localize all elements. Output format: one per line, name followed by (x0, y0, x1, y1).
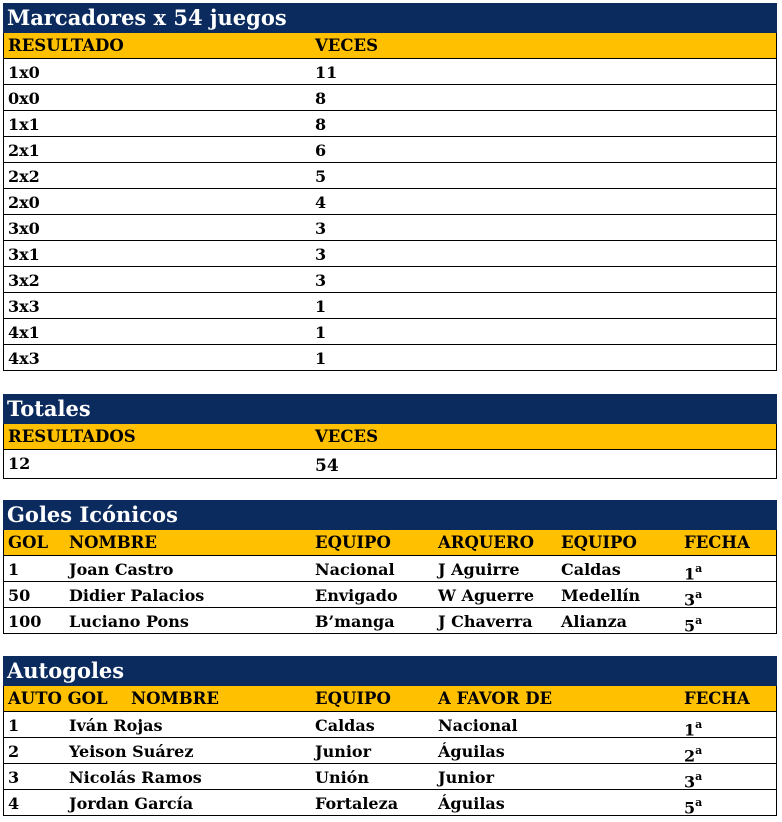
table-row (3, 345, 777, 371)
table-row (3, 556, 777, 582)
table-row (3, 241, 777, 267)
autogoles-title: Autogoles (3, 656, 777, 686)
equipo-cell: Junior (315, 742, 372, 761)
table-row (3, 137, 777, 163)
fecha-cell-ordinal: a (695, 770, 703, 783)
header-arquero: ARQUERO (438, 533, 534, 552)
header-a-favor-de: A FAVOR DE (438, 689, 553, 708)
arquero-cell: J Chaverra (438, 612, 533, 631)
arquero-cell: W Aguerre (438, 586, 534, 605)
fecha-cell-number: 1 (684, 564, 696, 584)
table-row (3, 712, 777, 738)
veces-cell: 4 (315, 193, 327, 212)
gol-cell: 1 (8, 560, 20, 579)
header-veces: VECES (315, 36, 379, 55)
resultado-cell: 0x0 (8, 89, 40, 108)
goles-header-row (3, 530, 777, 556)
autogoles-table (3, 656, 777, 816)
header-veces: VECES (315, 427, 379, 446)
fecha-cell-ordinal: a (695, 562, 703, 575)
totales-title: Totales (3, 394, 777, 424)
veces-cell: 1 (315, 349, 327, 368)
totales-row (3, 450, 777, 479)
table-row (3, 163, 777, 189)
resultado-cell: 4x3 (8, 349, 40, 368)
equipo-cell: Unión (315, 768, 369, 787)
fecha-cell-number: 2 (684, 746, 696, 766)
totales-veces-value: 54 (315, 456, 339, 476)
fecha-cell (684, 582, 703, 610)
marcadores-header-row (3, 33, 777, 59)
header-equipo: EQUIPO (315, 689, 391, 708)
autogoles-header-row (3, 686, 777, 712)
auto-gol-cell: 4 (8, 794, 20, 813)
nombre-cell: Nicolás Ramos (69, 768, 202, 787)
a-favor-de-cell: Junior (438, 768, 495, 787)
table-row (3, 608, 777, 634)
fecha-cell-ordinal: a (695, 796, 703, 809)
table-row (3, 319, 777, 345)
header-auto-gol: AUTO GOL (8, 689, 108, 708)
fecha-cell (684, 738, 703, 766)
resultado-cell: 4x1 (8, 323, 40, 342)
veces-cell: 8 (315, 115, 327, 134)
nombre-cell: Iván Rojas (69, 716, 163, 735)
goles-iconicos-table (3, 500, 777, 634)
auto-gol-cell: 3 (8, 768, 20, 787)
veces-cell: 11 (315, 63, 338, 82)
nombre-cell: Joan Castro (69, 560, 174, 579)
fecha-cell (684, 712, 703, 740)
gol-cell: 50 (8, 586, 31, 605)
veces-cell: 1 (315, 323, 327, 342)
equipo-cell: Nacional (315, 560, 395, 579)
veces-cell: 5 (315, 167, 327, 186)
resultado-cell: 2x0 (8, 193, 40, 212)
auto-gol-cell: 1 (8, 716, 20, 735)
fecha-cell (684, 608, 703, 636)
fecha-cell-ordinal: a (695, 744, 703, 757)
table-row (3, 293, 777, 319)
veces-cell: 3 (315, 271, 327, 290)
totales-header-row (3, 424, 777, 450)
table-row (3, 215, 777, 241)
a-favor-de-cell: Nacional (438, 716, 518, 735)
marcadores-table (3, 3, 777, 371)
arquero-cell: J Aguirre (438, 560, 520, 579)
fecha-cell-ordinal: a (695, 588, 703, 601)
fecha-cell-number: 3 (684, 772, 696, 792)
equipo-cell: Caldas (315, 716, 375, 735)
a-favor-de-cell: Águilas (438, 794, 505, 813)
fecha-cell-number: 3 (684, 590, 696, 610)
header-fecha: FECHA (684, 533, 750, 552)
header-nombre: NOMBRE (69, 533, 157, 552)
fecha-cell-number: 1 (684, 720, 696, 740)
table-row (3, 85, 777, 111)
table-row (3, 59, 777, 85)
header-equipo: EQUIPO (315, 533, 391, 552)
fecha-cell-ordinal: a (695, 718, 703, 731)
header-resultados: RESULTADOS (8, 427, 136, 446)
nombre-cell: Yeison Suárez (69, 742, 194, 761)
resultado-cell: 1x1 (8, 115, 40, 134)
table-row (3, 267, 777, 293)
table-row (3, 582, 777, 608)
equipo-cell: B’manga (315, 612, 395, 631)
table-row (3, 189, 777, 215)
nombre-cell: Luciano Pons (69, 612, 189, 631)
totales-resultados-value: 12 (8, 454, 31, 473)
header-equipo-arquero: EQUIPO (561, 533, 637, 552)
resultado-cell: 3x2 (8, 271, 40, 290)
equipo-arquero-cell: Alianza (561, 612, 628, 631)
fecha-cell-number: 5 (684, 798, 696, 818)
equipo-cell: Envigado (315, 586, 398, 605)
fecha-cell (684, 764, 703, 792)
header-gol: GOL (8, 533, 49, 552)
marcadores-title: Marcadores x 54 juegos (3, 3, 777, 33)
header-fecha: FECHA (684, 689, 750, 708)
table-row (3, 764, 777, 790)
auto-gol-cell: 2 (8, 742, 20, 761)
table-row (3, 790, 777, 816)
fecha-cell (684, 556, 703, 584)
table-row (3, 738, 777, 764)
nombre-cell: Jordan García (69, 794, 194, 813)
fecha-cell-ordinal: a (695, 614, 703, 627)
header-nombre: NOMBRE (131, 689, 219, 708)
veces-cell: 8 (315, 89, 327, 108)
table-row (3, 111, 777, 137)
fecha-cell (684, 790, 703, 818)
a-favor-de-cell: Águilas (438, 742, 505, 761)
resultado-cell: 3x3 (8, 297, 40, 316)
resultado-cell: 3x1 (8, 245, 40, 264)
equipo-arquero-cell: Caldas (561, 560, 621, 579)
equipo-cell: Fortaleza (315, 794, 399, 813)
resultado-cell: 2x2 (8, 167, 40, 186)
equipo-arquero-cell: Medellín (561, 586, 641, 605)
veces-cell: 3 (315, 245, 327, 264)
gol-cell: 100 (8, 612, 42, 631)
header-resultado: RESULTADO (8, 36, 124, 55)
goles-title: Goles Icónicos (3, 500, 777, 530)
fecha-cell-number: 5 (684, 616, 696, 636)
resultado-cell: 1x0 (8, 63, 40, 82)
veces-cell: 3 (315, 219, 327, 238)
veces-cell: 1 (315, 297, 327, 316)
nombre-cell: Didier Palacios (69, 586, 205, 605)
resultado-cell: 3x0 (8, 219, 40, 238)
totales-table (3, 394, 777, 479)
resultado-cell: 2x1 (8, 141, 40, 160)
veces-cell: 6 (315, 141, 327, 160)
